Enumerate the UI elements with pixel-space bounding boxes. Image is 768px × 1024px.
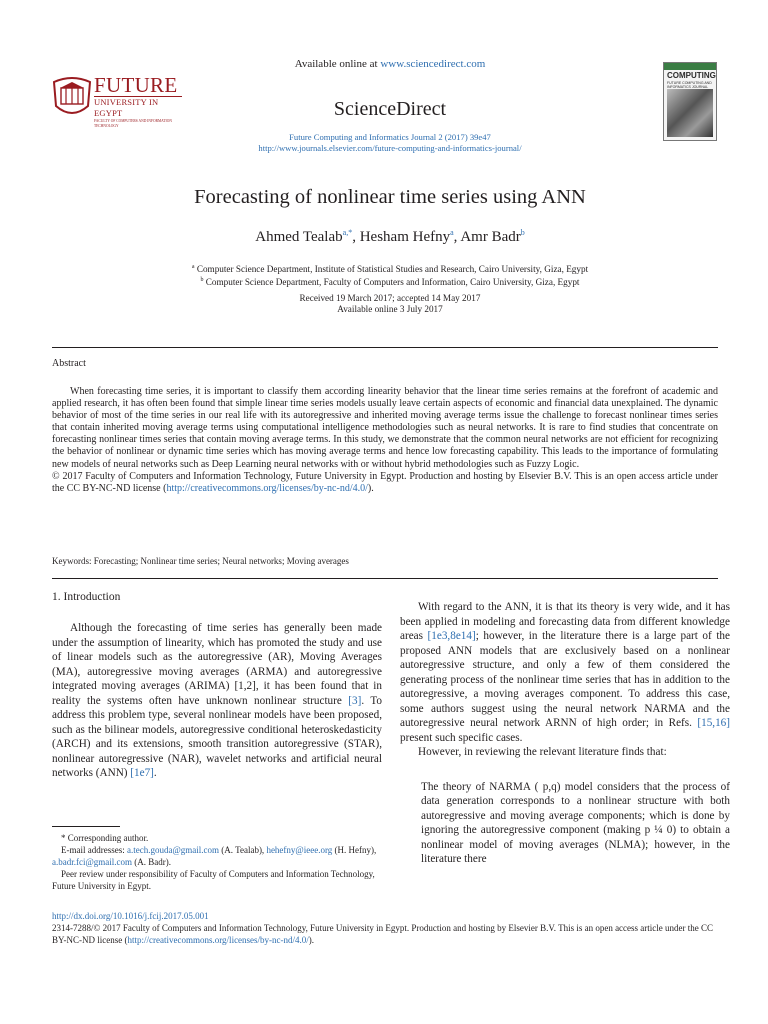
logo-faculty-line: FACULTY OF COMPUTERS AND INFORMATION TECHNOLOGY — [94, 119, 172, 128]
corresponding-author-note: * Corresponding author. — [61, 833, 149, 843]
doi-link[interactable]: http://dx.doi.org/10.1016/j.fcij.2017.05.001 — [52, 911, 209, 921]
email-link[interactable]: a.tech.gouda@gmail.com — [126, 845, 219, 856]
citation-link[interactable]: [1e7] — [130, 767, 154, 779]
affiliation-text: Computer Science Department, Faculty of Computers and Information, Cairo University, Giza, Egypt — [205, 277, 580, 288]
affiliation-line — [80, 262, 700, 275]
abstract-copyright — [52, 471, 718, 495]
author-name: Hesham Hefny — [359, 229, 451, 245]
author-name: Amr Badr — [460, 229, 521, 245]
intro-right-column — [400, 600, 730, 867]
available-online-line — [200, 58, 580, 70]
license-link[interactable]: http://creativecommons.org/licenses/by-nc-nd/4.0/ — [166, 482, 368, 494]
copyright-text: © 2017 Faculty of Computers and Information Technology, Future University in Egypt. Production and hosting by Elsevier B.V. This is an open access article under the CC BY-NC-ND license ( — [52, 470, 718, 494]
cover-subtitle: FUTURE COMPUTING AND INFORMATICS JOURNAL — [667, 81, 712, 89]
future-university-logo — [52, 73, 182, 128]
available-online-date: Available online 3 July 2017 — [337, 304, 443, 314]
footnotes — [52, 832, 382, 892]
abstract-top-rule — [52, 347, 718, 348]
journal-reference — [150, 132, 630, 154]
affiliations — [80, 262, 700, 288]
intro-paragraph — [400, 600, 730, 745]
paragraph-text: With regard to the ANN, it is that its theory is very wide, and it has been applied in modeling and forecasting data from different knowledge areas — [400, 601, 730, 642]
keywords: Keywords: Forecasting; Nonlinear time series; Neural networks; Moving averages — [52, 556, 349, 566]
affiliation-text: Computer Science Department, Institute of Statistical Studies and Research, Cairo University, Giza, Egypt — [196, 264, 589, 275]
email-owner: (A. Badr). — [132, 857, 172, 868]
author-list — [80, 228, 700, 246]
logo-wordmark: FUTURE — [94, 73, 178, 97]
intro-left-column — [52, 621, 382, 781]
author-affiliation-mark[interactable]: b — [520, 228, 525, 237]
article-dates — [80, 293, 700, 315]
cover-word: COMPUTING — [667, 71, 716, 80]
platform-title: ScienceDirect — [333, 98, 447, 120]
issn-copyright — [52, 922, 718, 946]
email-link[interactable]: hehefny@ieee.org — [266, 845, 333, 856]
abstract-heading: Abstract — [52, 358, 86, 369]
citation-link[interactable]: [3] — [348, 694, 362, 707]
author-separator: , — [453, 229, 461, 245]
journal-cover-image — [663, 62, 717, 141]
affiliation-line — [80, 275, 700, 288]
paragraph-text: . To address this problem type, several nonlinear models have been proposed, such as the bilinear models, autoregressive conditional heteroskedasticity (ARCH) and its extensions, smooth transition autoregressive (STAR), nonlinear autoregressive (NAR), wavelet networks and artificial neural networks (ANN) — [52, 694, 383, 779]
citation-link[interactable]: [1e3,8e14] — [427, 630, 476, 642]
email-owner: (A. Tealab), — [219, 845, 267, 856]
license-link[interactable]: http://creativecommons.org/licenses/by-nc-nd/4.0/ — [127, 935, 309, 946]
footnote-rule — [52, 826, 120, 827]
affiliation-mark: a — [191, 264, 195, 270]
abstract-body — [52, 386, 718, 495]
author-separator: , — [352, 229, 360, 245]
cover-photo — [667, 89, 713, 137]
abstract-text: When forecasting time series, it is important to classify them according linearity behavior that the linear time series remains at the forefront of academic and applied research, it has often been found that simple linear time series models usually leave certain aspects of economic and financial data unexplained. The dynamic behavior of most of the time series in our real life with its autoregressive and inherited moving average terms issue the challenge to forecast nonlinear times series that contain inherited moving average terms using computational intelligence methodologies such as neural networks. It is rare to find studies that concentrate on forecasting nonlinear times series that contain moving average terms. In this study, we demonstrate that the common neural networks are not efficient for recognizing the behavior of nonlinear or dynamic time series which has moving average terms and hence low forecasting capability. This leads to the importance of formulating new models of neural networks such as Deep Learning neural networks with or without hybrid methodologies such as Fuzzy Logic. — [52, 386, 718, 470]
intro-paragraph — [52, 621, 382, 781]
intro-paragraph: However, in reviewing the relevant literature finds that: — [418, 746, 667, 758]
paragraph-text: . — [153, 767, 157, 779]
email-addresses — [52, 844, 382, 868]
citation-link[interactable]: [15,16] — [697, 717, 730, 729]
paragraph-text: present such specific cases. — [400, 731, 523, 744]
email-owner: (H. Hefny), — [332, 845, 377, 856]
author-affiliation-mark[interactable]: a,* — [342, 228, 353, 237]
available-prefix: Available online at — [294, 58, 378, 70]
university-crest-icon — [52, 76, 92, 120]
block-quote: The theory of NARMA ( p,q) model considers that the process of data generation corresponds to a nonlinear structure with both autoregressive and moving average components; which is done by ignoring the autoregressive component (making p ¼ 0) to obtain a nonlinear model of moving averages (NLMA); however, in the literature there — [421, 780, 730, 865]
journal-citation-link[interactable]: Future Computing and Informatics Journal 2 (2017) 39e47 — [289, 132, 491, 142]
affiliation-mark: b — [200, 277, 204, 284]
article-footer — [52, 910, 718, 946]
copyright-end: ). — [367, 482, 374, 494]
issn-end: ). — [308, 935, 315, 946]
logo-subtitle: UNIVERSITY IN EGYPT — [94, 96, 182, 119]
section-heading: 1. Introduction — [52, 591, 121, 603]
sciencedirect-link[interactable]: www.sciencedirect.com — [380, 58, 486, 70]
peer-review-note: Peer review under responsibility of Faculty of Computers and Information Technology, Future University in Egypt. — [52, 869, 375, 892]
paragraph-text: ; however, in the literature there is a large part of the proposed ANN models that are exclusively based on a nonlinear autoregressive structure, and only a few of them considered the generating process of the nonlinear time series that has in addition to the autoregressive, a moving averages component. To address this case, some authors suggest using the neural network NARMA and the autoregressive neural network ARNN of high order; in Refs. — [400, 630, 730, 729]
email-link[interactable]: a.badr.fci@gmail.com — [52, 857, 133, 868]
journal-url-link[interactable]: http://www.journals.elsevier.com/future-computing-and-informatics-journal/ — [258, 143, 522, 153]
paragraph-text: Although the forecasting of time series has generally been made under the assumption of linearity, which has promoted the study and use of linear models such as the autoregressive (AR), Moving Averages (MA), autoregressive moving averages (ARMA) and autoregressive integrated moving averages (ARIMA) [1,2], it has been found that in reality the systems often have unknown nonlinear structure — [52, 622, 382, 707]
received-dates: Received 19 March 2017; accepted 14 May 2017 — [299, 293, 481, 303]
abstract-bottom-rule — [52, 578, 718, 579]
author-name: Ahmed Tealab — [255, 229, 343, 245]
article-title: Forecasting of nonlinear time series using ANN — [194, 186, 586, 208]
issn-text: 2314-7288/© 2017 Faculty of Computers and Information Technology, Future University in Egypt. Production and hosting by Elsevier B.V. This is an open access article under the CC BY-NC-ND license ( — [52, 923, 714, 946]
author-affiliation-mark[interactable]: a — [450, 228, 454, 237]
email-label: E-mail addresses: — [61, 845, 127, 856]
